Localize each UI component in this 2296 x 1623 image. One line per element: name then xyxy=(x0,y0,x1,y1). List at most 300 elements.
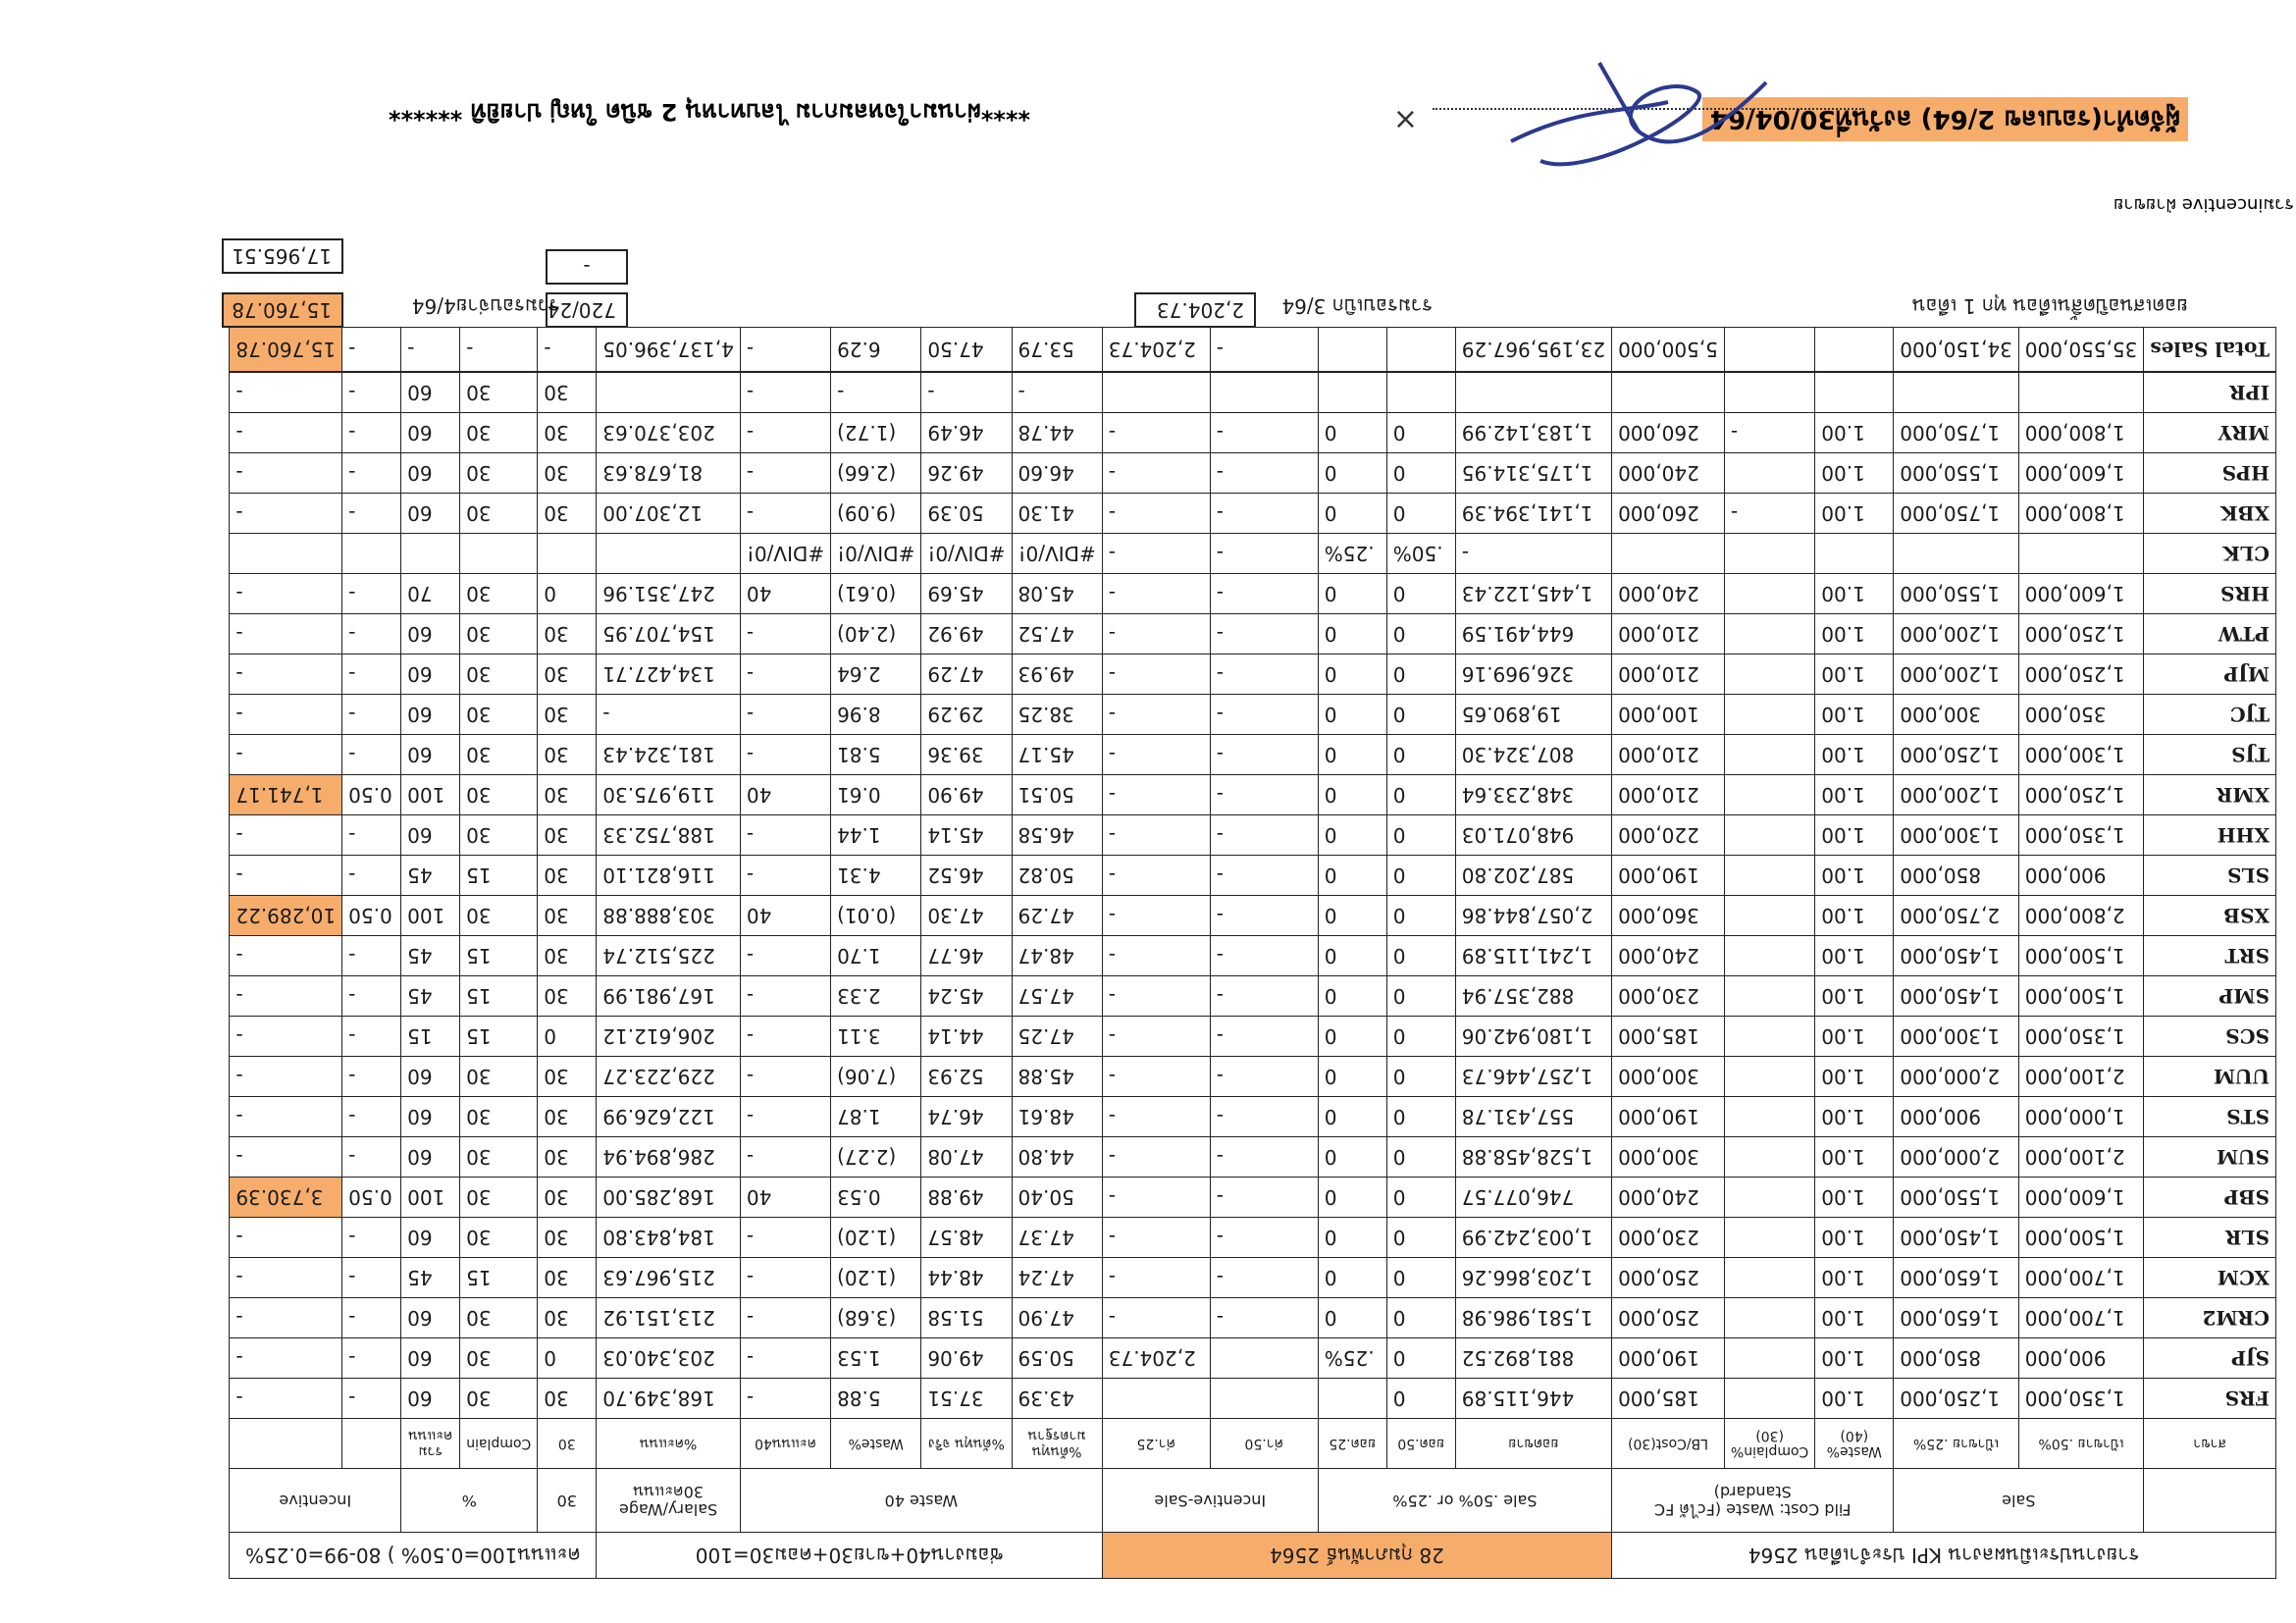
table-cell: 0 xyxy=(1318,775,1386,815)
table-cell: 51.58 xyxy=(921,1298,1012,1338)
table-cell: 348,233.64 xyxy=(1455,775,1611,815)
table-cell: 116,821.10 xyxy=(597,856,741,896)
table-cell: 1,800,000 xyxy=(2018,494,2144,534)
table-cell: 1.00 xyxy=(1815,574,1894,614)
table-cell: 1.00 xyxy=(1815,1379,1894,1419)
table-cell: 240,000 xyxy=(1612,453,1725,494)
table-cell: - xyxy=(230,1298,342,1338)
table-cell: 30 xyxy=(538,815,597,856)
table-cell: 30 xyxy=(538,453,597,494)
table-cell: 47.90 xyxy=(1012,1298,1102,1338)
total-cell: - xyxy=(460,328,538,373)
table-cell: 50.39 xyxy=(921,494,1012,534)
table-cell: - xyxy=(1102,1178,1210,1218)
table-cell: 49.90 xyxy=(921,775,1012,815)
table-cell: 122,626.99 xyxy=(597,1097,741,1137)
table-cell: - xyxy=(230,1017,342,1057)
table-cell: 1,141,394.39 xyxy=(1455,494,1611,534)
table-cell: 0 xyxy=(1318,1097,1386,1137)
table-cell: 1,257,446.73 xyxy=(1455,1057,1611,1097)
table-cell: 60 xyxy=(401,1298,460,1338)
table-cell: 188,752.33 xyxy=(597,815,741,856)
table-cell: - xyxy=(740,1137,830,1178)
table-cell: 3,730.39 xyxy=(230,1178,342,1218)
table-cell: 210,000 xyxy=(1612,775,1725,815)
table-cell: 1,241,115.89 xyxy=(1455,936,1611,976)
table-cell: 0 xyxy=(1318,735,1386,775)
column-header xyxy=(230,1419,342,1469)
table-cell: 1,200,000 xyxy=(1894,775,2019,815)
table-cell: 0 xyxy=(538,1338,597,1379)
table-cell: - xyxy=(1210,1218,1318,1258)
table-cell: 2,204.73 xyxy=(1102,1338,1210,1379)
table-cell: 60 xyxy=(401,1338,460,1379)
table-cell: - xyxy=(1102,654,1210,695)
table-cell: 46.58 xyxy=(1012,815,1102,856)
table-cell: 60 xyxy=(401,614,460,654)
table-cell: 30 xyxy=(538,614,597,654)
table-cell: 1.00 xyxy=(1815,453,1894,494)
table-cell: 0 xyxy=(1318,1178,1386,1218)
table-cell: - xyxy=(342,1017,401,1057)
table-cell: 0 xyxy=(1386,453,1455,494)
table-cell xyxy=(1210,1338,1318,1379)
table-cell: 47.37 xyxy=(1012,1218,1102,1258)
table-cell: 30 xyxy=(460,1137,538,1178)
table-cell: - xyxy=(1210,1017,1318,1057)
table-cell: - xyxy=(921,372,1012,413)
table-cell: 1.00 xyxy=(1815,1097,1894,1137)
table-cell: 1.00 xyxy=(1815,735,1894,775)
table-cell: 1,250,000 xyxy=(2018,775,2144,815)
column-header: Complain xyxy=(460,1419,538,1469)
table-cell: 100 xyxy=(401,896,460,936)
table-cell: 52.93 xyxy=(921,1057,1012,1097)
table-cell: - xyxy=(342,735,401,775)
table-cell: - xyxy=(230,856,342,896)
table-cell: .25% xyxy=(1318,534,1386,574)
table-cell: 250,000 xyxy=(1612,1258,1725,1298)
column-header: Waste% xyxy=(831,1419,921,1469)
table-cell: #DIV/0! xyxy=(831,534,921,574)
table-cell: 185,000 xyxy=(1612,1379,1725,1419)
group-header-row xyxy=(230,1469,2276,1533)
table-cell: 15 xyxy=(460,976,538,1017)
table-cell: #DIV/0! xyxy=(1012,534,1102,574)
table-cell: - xyxy=(1210,815,1318,856)
table-cell: - xyxy=(342,654,401,695)
total-cell: 34,150,000 xyxy=(1894,328,2019,373)
group-spacer xyxy=(2144,1469,2276,1533)
table-cell: 1.00 xyxy=(1815,1017,1894,1057)
table-cell: 45.08 xyxy=(1012,574,1102,614)
table-cell xyxy=(1894,534,2019,574)
table-cell: 45.24 xyxy=(921,976,1012,1017)
column-header: LB/Cost(30) xyxy=(1612,1419,1725,1469)
table-cell: 1,300,000 xyxy=(2018,735,2144,775)
group-header: Incentive-Sale xyxy=(1102,1469,1318,1533)
table-cell: 30 xyxy=(460,372,538,413)
table-cell: 30 xyxy=(538,1137,597,1178)
table-row xyxy=(230,1258,2276,1298)
table-cell: 2,750,000 xyxy=(1894,896,2019,936)
branch-code: SLR xyxy=(2144,1218,2276,1258)
table-cell: 206,612.12 xyxy=(597,1017,741,1057)
total-cell: 2,204.73 xyxy=(1102,328,1210,373)
table-cell: 46.74 xyxy=(921,1097,1012,1137)
table-cell: 43.39 xyxy=(1012,1379,1102,1419)
table-cell: 100 xyxy=(401,775,460,815)
table-row xyxy=(230,936,2276,976)
document-header-title: ****ผ่านมาใจหลมกาม ไลบทาหนุ 2 ชนิด ใหญ่ ปายยิทิ ****** xyxy=(389,98,1030,126)
table-cell: - xyxy=(1102,1057,1210,1097)
table-cell: - xyxy=(342,1258,401,1298)
table-row xyxy=(230,1178,2276,1218)
total-cell xyxy=(1724,328,1814,373)
table-cell: 10,289.22 xyxy=(230,896,342,936)
table-cell: - xyxy=(1210,534,1318,574)
table-cell: 60 xyxy=(401,1379,460,1419)
table-cell: 30 xyxy=(460,695,538,735)
table-cell: 1,550,000 xyxy=(1894,1178,2019,1218)
branch-code: XSB xyxy=(2144,896,2276,936)
table-cell: 900,000 xyxy=(1894,1097,2019,1137)
table-cell: 0 xyxy=(1318,614,1386,654)
table-cell: 1,300,000 xyxy=(1894,1017,2019,1057)
table-cell: 0 xyxy=(1318,494,1386,534)
table-cell: 0 xyxy=(1386,614,1455,654)
table-cell xyxy=(1724,453,1814,494)
table-cell xyxy=(1724,534,1814,574)
group-header: Sale .50% or .25% xyxy=(1318,1469,1611,1533)
table-cell: 215,967.63 xyxy=(597,1258,741,1298)
table-cell: 15 xyxy=(460,1017,538,1057)
table-cell: 60 xyxy=(401,453,460,494)
table-cell: 1,528,458.88 xyxy=(1455,1137,1611,1178)
table-cell: 30 xyxy=(460,494,538,534)
table-cell: - xyxy=(740,453,830,494)
table-cell: - xyxy=(740,494,830,534)
note-left: รวมincentive ฝ่ายขาย xyxy=(2113,194,2294,215)
table-cell: 30 xyxy=(538,413,597,453)
table-cell: 81,678.63 xyxy=(597,453,741,494)
table-cell xyxy=(1894,372,2019,413)
table-cell: 0 xyxy=(1386,1057,1455,1097)
table-cell: 1,500,000 xyxy=(2018,936,2144,976)
table-cell: - xyxy=(1210,494,1318,534)
table-cell: - xyxy=(230,815,342,856)
table-cell: 8.96 xyxy=(831,695,921,735)
table-cell: - xyxy=(342,1379,401,1419)
table-cell: 50.59 xyxy=(1012,1338,1102,1379)
table-cell xyxy=(1724,1379,1814,1419)
table-cell: 225,512.74 xyxy=(597,936,741,976)
group-header: Salary/Wage 30คะแนน xyxy=(597,1469,741,1533)
table-cell: 0 xyxy=(1318,1057,1386,1097)
table-row xyxy=(230,896,2276,936)
table-cell: 50.40 xyxy=(1012,1178,1102,1218)
code-box: 720/24 xyxy=(546,292,628,328)
table-cell: 30 xyxy=(460,1097,538,1137)
table-cell: 181,324.43 xyxy=(597,735,741,775)
branch-code: SCS xyxy=(2144,1017,2276,1057)
table-cell: 0 xyxy=(1386,856,1455,896)
table-cell: 0 xyxy=(1318,976,1386,1017)
table-cell: .25% xyxy=(1318,1338,1386,1379)
dash-box: - xyxy=(546,249,628,285)
column-header: Complain%(30) xyxy=(1724,1419,1814,1469)
table-cell: 260,000 xyxy=(1612,494,1725,534)
table-cell: 2,057,844.86 xyxy=(1455,896,1611,936)
table-cell xyxy=(1386,372,1455,413)
sub-total-label: รวมรอบจ่าย4/64 xyxy=(411,294,559,318)
table-cell: 240,000 xyxy=(1612,936,1725,976)
table-cell: - xyxy=(1210,1258,1318,1298)
table-title-row xyxy=(230,1533,2276,1579)
table-cell: 49.88 xyxy=(921,1178,1012,1218)
table-cell xyxy=(1210,372,1318,413)
table-row xyxy=(230,574,2276,614)
total-cell xyxy=(1386,328,1455,373)
table-cell: - xyxy=(1210,1298,1318,1338)
table-cell: 2.33 xyxy=(831,976,921,1017)
total-cell: - xyxy=(740,328,830,373)
table-row xyxy=(230,372,2276,413)
table-cell: 47.08 xyxy=(921,1137,1012,1178)
table-cell: 0 xyxy=(1386,936,1455,976)
table-row xyxy=(230,494,2276,534)
group-header: Incentive xyxy=(230,1469,401,1533)
table-cell: 49.93 xyxy=(1012,654,1102,695)
table-row xyxy=(230,1338,2276,1379)
table-cell: 60 xyxy=(401,1218,460,1258)
table-cell: - xyxy=(342,1338,401,1379)
total-cell: - xyxy=(538,328,597,373)
table-cell: - xyxy=(1210,1178,1318,1218)
column-header: สาขา xyxy=(2144,1419,2276,1469)
table-cell xyxy=(1724,1178,1814,1218)
group-header: Fild Cost: Waste (Fcได้ FC Standard) xyxy=(1612,1469,1894,1533)
table-cell: - xyxy=(1102,735,1210,775)
table-cell: 44.14 xyxy=(921,1017,1012,1057)
handwritten-date-label: ผู้จัดทำ(รอบเลข 2/64) ลงวันที่30/04/64 xyxy=(1702,97,2188,141)
table-cell: 30 xyxy=(538,494,597,534)
table-cell xyxy=(538,534,597,574)
table-cell: - xyxy=(342,1137,401,1178)
table-row xyxy=(230,534,2276,574)
table-cell: - xyxy=(1102,896,1210,936)
table-cell xyxy=(1724,1057,1814,1097)
table-cell: - xyxy=(740,936,830,976)
branch-code: CLK xyxy=(2144,534,2276,574)
table-cell: 40 xyxy=(740,574,830,614)
table-cell: 587,202.80 xyxy=(1455,856,1611,896)
table-cell: - xyxy=(342,856,401,896)
column-header: รวม คะแนน xyxy=(401,1419,460,1469)
table-cell xyxy=(1102,372,1210,413)
table-cell: 286,894.94 xyxy=(597,1137,741,1178)
table-cell: 1.00 xyxy=(1815,815,1894,856)
table-cell: 29.29 xyxy=(921,695,1012,735)
group-header: % xyxy=(401,1469,538,1533)
table-cell: 1.00 xyxy=(1815,614,1894,654)
table-cell: - xyxy=(740,695,830,735)
branch-code: SJP xyxy=(2144,1338,2276,1379)
table-cell: 0 xyxy=(1386,775,1455,815)
table-cell: - xyxy=(1455,534,1611,574)
table-cell: 1,300,000 xyxy=(1894,815,2019,856)
table-cell: 0 xyxy=(1386,976,1455,1017)
table-cell: 1.00 xyxy=(1815,1298,1894,1338)
table-cell: - xyxy=(230,1258,342,1298)
table-cell: 1,450,000 xyxy=(1894,1218,2019,1258)
table-cell: 0.61 xyxy=(831,775,921,815)
table-cell: 0 xyxy=(1318,1137,1386,1178)
table-cell: 1.00 xyxy=(1815,1178,1894,1218)
total-cell xyxy=(1815,328,1894,373)
table-cell: 40 xyxy=(740,1178,830,1218)
table-cell: 0 xyxy=(1318,1258,1386,1298)
table-row xyxy=(230,815,2276,856)
table-cell: 0 xyxy=(1386,1137,1455,1178)
sub-total-box: 15,760.78 xyxy=(222,292,343,328)
table-cell: 60 xyxy=(401,1097,460,1137)
table-row xyxy=(230,775,2276,815)
table-cell: - xyxy=(740,654,830,695)
branch-code: TJC xyxy=(2144,695,2276,735)
table-cell: 38.25 xyxy=(1012,695,1102,735)
title-month: 28 กุมภาพันธ์ 2564 xyxy=(1102,1533,1611,1579)
table-cell: 48.47 xyxy=(1012,936,1102,976)
table-cell: 360,000 xyxy=(1612,896,1725,936)
table-cell: 45 xyxy=(401,856,460,896)
table-cell: 41.30 xyxy=(1012,494,1102,534)
table-cell: 47.52 xyxy=(1012,614,1102,654)
table-cell: 48.44 xyxy=(921,1258,1012,1298)
table-cell xyxy=(1724,735,1814,775)
table-cell: 0 xyxy=(1318,1218,1386,1258)
table-cell: - xyxy=(1102,1097,1210,1137)
table-cell: 0 xyxy=(1318,1298,1386,1338)
table-cell: - xyxy=(230,494,342,534)
table-cell: - xyxy=(1210,896,1318,936)
table-cell: - xyxy=(1102,695,1210,735)
table-cell: 30 xyxy=(460,775,538,815)
table-cell xyxy=(230,534,342,574)
table-cell: 0 xyxy=(1318,896,1386,936)
table-cell: 1.00 xyxy=(1815,654,1894,695)
table-cell: 30 xyxy=(538,1097,597,1137)
table-row xyxy=(230,1379,2276,1419)
table-cell xyxy=(1724,372,1814,413)
table-cell xyxy=(1724,976,1814,1017)
cross-mark: × xyxy=(1392,102,1418,136)
group-header: Waste 40 xyxy=(740,1469,1102,1533)
table-cell: 1.00 xyxy=(1815,1338,1894,1379)
table-cell: - xyxy=(230,574,342,614)
table-cell: - xyxy=(1724,413,1814,453)
table-cell: 1.00 xyxy=(1815,494,1894,534)
table-cell: 30 xyxy=(538,775,597,815)
table-cell: 850,000 xyxy=(1894,1338,2019,1379)
table-cell: 0 xyxy=(1386,1298,1455,1338)
branch-code: SUM xyxy=(2144,1137,2276,1178)
table-cell: 2,000,000 xyxy=(1894,1057,2019,1097)
table-cell: 15 xyxy=(460,1258,538,1298)
table-cell: - xyxy=(740,976,830,1017)
table-cell: 30 xyxy=(460,735,538,775)
table-row xyxy=(230,735,2276,775)
table-cell: - xyxy=(597,695,741,735)
table-cell: - xyxy=(1210,856,1318,896)
signature-mark xyxy=(1491,43,1786,200)
table-cell: 30 xyxy=(460,1057,538,1097)
table-cell xyxy=(1724,654,1814,695)
table-cell: - xyxy=(230,614,342,654)
branch-code: XCM xyxy=(2144,1258,2276,1298)
table-cell: 1.00 xyxy=(1815,936,1894,976)
table-cell: 1,350,000 xyxy=(2018,815,2144,856)
table-cell: 60 xyxy=(401,494,460,534)
table-cell: 119,975.30 xyxy=(597,775,741,815)
table-cell xyxy=(1815,372,1894,413)
table-row xyxy=(230,976,2276,1017)
table-cell: 240,000 xyxy=(1612,1178,1725,1218)
table-cell: - xyxy=(342,494,401,534)
table-cell: 948,071.03 xyxy=(1455,815,1611,856)
table-cell: 1.53 xyxy=(831,1338,921,1379)
table-cell: - xyxy=(342,413,401,453)
branch-code: IPR xyxy=(2144,372,2276,413)
table-cell: 1.00 xyxy=(1815,976,1894,1017)
table-cell: 47.30 xyxy=(921,896,1012,936)
table-cell: 47.29 xyxy=(1012,896,1102,936)
table-cell: 1,250,000 xyxy=(1894,735,2019,775)
table-cell: 70 xyxy=(401,574,460,614)
branch-code: XHH xyxy=(2144,815,2276,856)
table-cell: 44.80 xyxy=(1012,1137,1102,1178)
table-cell xyxy=(597,372,741,413)
table-cell: 1,450,000 xyxy=(1894,936,2019,976)
table-cell: 881,892.52 xyxy=(1455,1338,1611,1379)
table-cell: #DIV/0! xyxy=(921,534,1012,574)
table-cell: 30 xyxy=(460,1379,538,1419)
table-cell: 1,650,000 xyxy=(1894,1298,2019,1338)
table-cell: 30 xyxy=(538,1379,597,1419)
table-cell: 12,307.00 xyxy=(597,494,741,534)
total-cell: 53.79 xyxy=(1012,328,1102,373)
table-cell: 250,000 xyxy=(1612,1298,1725,1338)
table-cell xyxy=(2018,372,2144,413)
table-cell: 60 xyxy=(401,372,460,413)
table-cell: 168,285.00 xyxy=(597,1178,741,1218)
table-cell xyxy=(1724,936,1814,976)
table-cell: - xyxy=(1210,775,1318,815)
table-cell: - xyxy=(230,1097,342,1137)
table-cell: 185,000 xyxy=(1612,1017,1725,1057)
incentive-box: 2,204.73 xyxy=(1134,292,1256,328)
table-cell: - xyxy=(1102,614,1210,654)
column-header: ค่า.25 xyxy=(1102,1419,1210,1469)
table-cell xyxy=(342,534,401,574)
total-cell: 23,195,967.29 xyxy=(1455,328,1611,373)
table-cell: 1,250,000 xyxy=(2018,614,2144,654)
table-cell: 30 xyxy=(460,1218,538,1258)
table-cell: .50% xyxy=(1386,534,1455,574)
table-cell xyxy=(1724,1137,1814,1178)
table-cell: 0 xyxy=(1318,574,1386,614)
table-cell xyxy=(1724,775,1814,815)
